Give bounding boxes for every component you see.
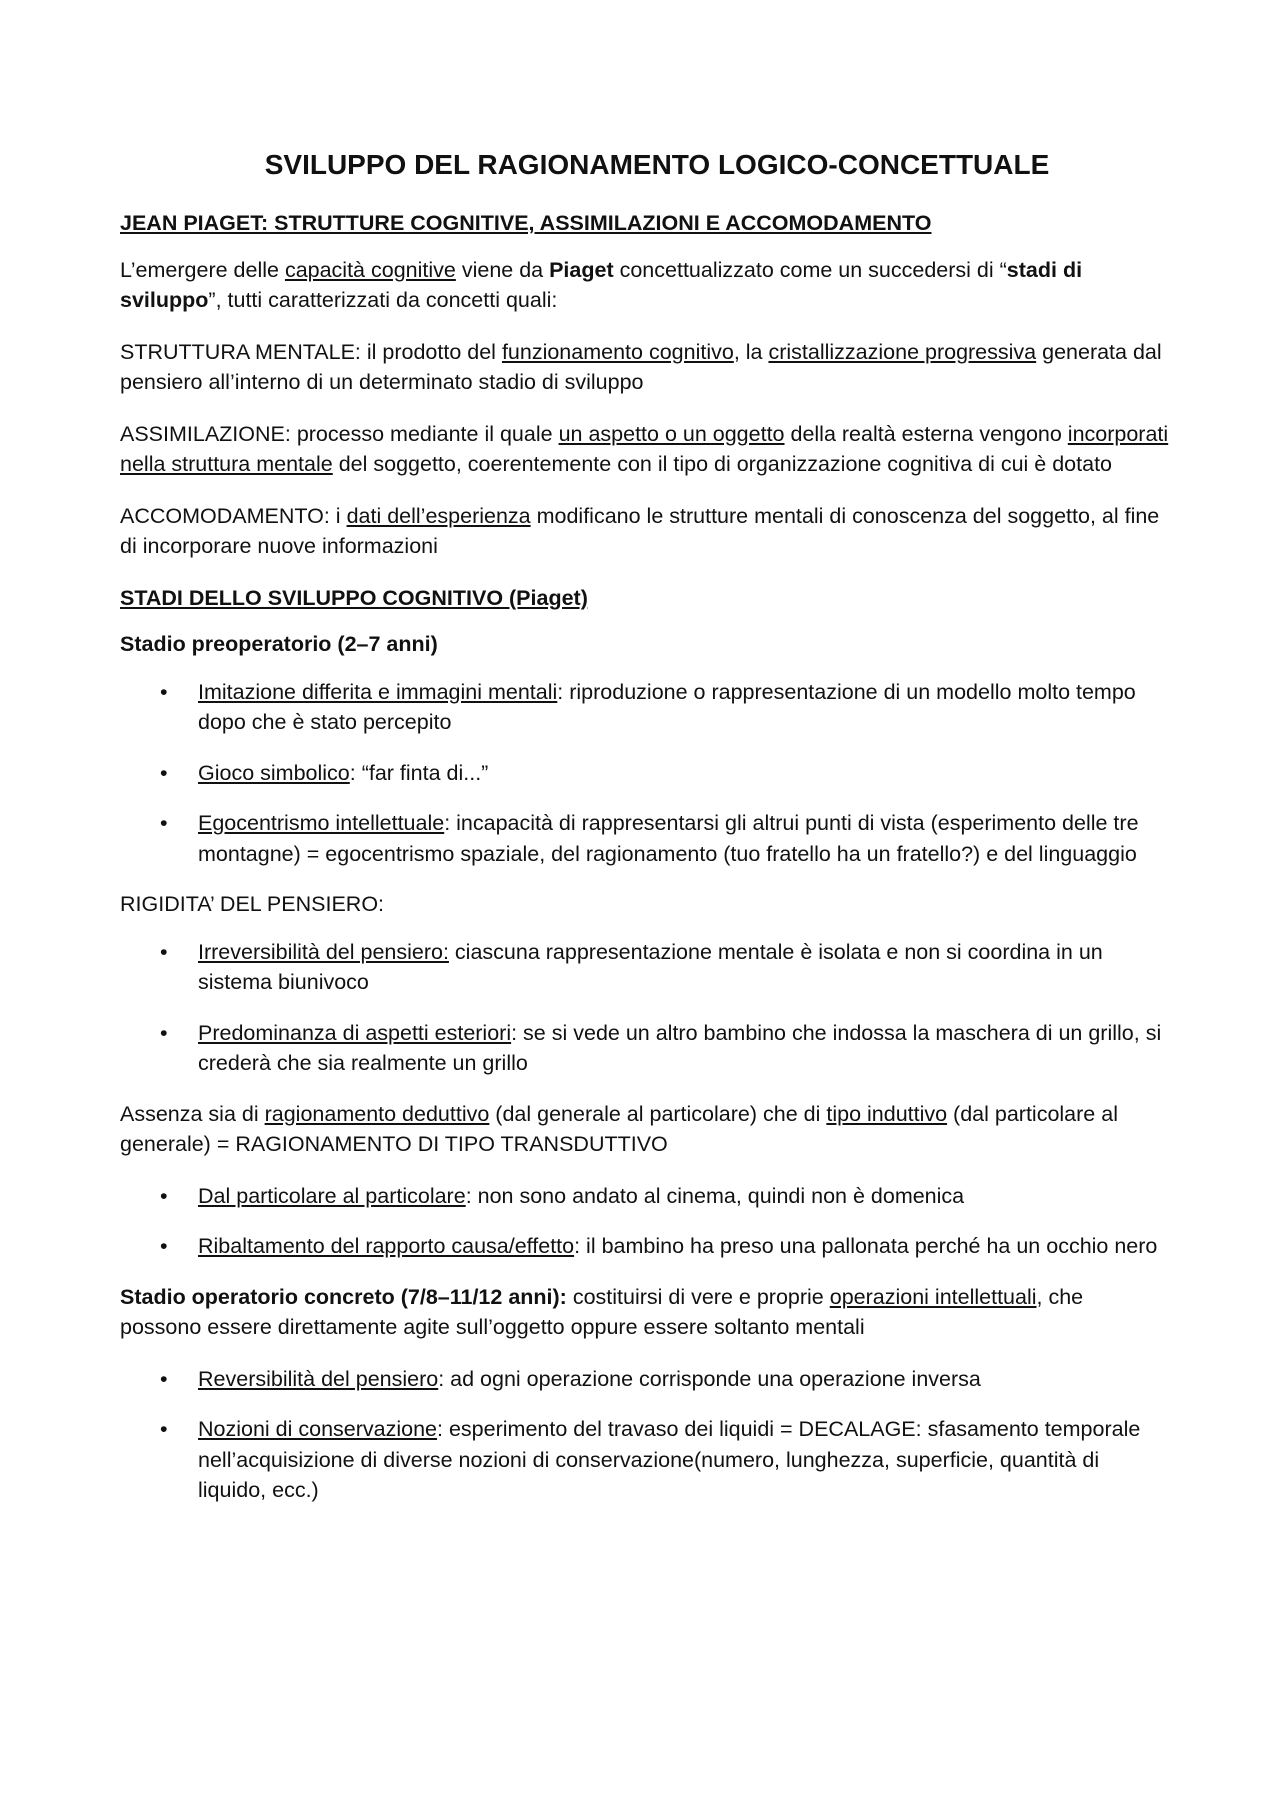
rigidita-list (120, 937, 1170, 1079)
transduttivo-list (120, 1181, 1170, 1262)
page-title: SVILUPPO DEL RAGIONAMENTO LOGICO-CONCETTUALE (264, 149, 1050, 180)
list-item: • Imitazione differita e immagini mentali: riproduzione o rappresentazione di un modello molto tempo dopo che è stato percepito (120, 677, 1170, 738)
document-page (120, 148, 1170, 1526)
list-item: • Predominanza di aspetti esteriori: se si vede un altro bambino che indossa la maschera di un grillo, si crederà che sia realmente un grillo (120, 1018, 1170, 1079)
concreto-list (120, 1364, 1170, 1506)
intro-paragraph: L’emergere delle capacità cognitive viene da Piaget concettualizzato come un succedersi di “stadi di sviluppo”, tutti caratterizzati da concetti quali: (120, 257, 1083, 312)
list-item: • Gioco simbolico: “far finta di...” (120, 758, 1170, 789)
accomodamento-paragraph: ACCOMODAMENTO: i dati dell’esperienza modificano le strutture mentali di conoscenza del soggetto, al fine di incorporare nuove informazioni (120, 503, 1160, 558)
stadio-preoperatorio-heading: Stadio preoperatorio (2–7 anni) (120, 632, 438, 656)
section-heading-piaget: JEAN PIAGET: STRUTTURE COGNITIVE, ASSIMILAZIONI E ACCOMODAMENTO (120, 211, 932, 235)
bullet-icon: • (160, 760, 168, 785)
bullet-icon: • (160, 1183, 168, 1208)
struttura-paragraph: STRUTTURA MENTALE: il prodotto del funzionamento cognitivo, la cristallizzazione progressiva generata dal pensiero all’interno di un determinato stadio di sviluppo (120, 339, 1162, 394)
assenza-paragraph: Assenza sia di ragionamento deduttivo (dal generale al particolare) che di tipo induttivo (dal particolare al generale) = RAGIONAMENTO DI TIPO TRANSDUTTIVO (120, 1101, 1118, 1156)
list-item: • Egocentrismo intellettuale: incapacità di rappresentarsi gli altrui punti di vista (esperimento delle tre montagne) = egocentrismo spaziale, del ragionamento (tuo fratello ha un fratello?) e del linguaggio (120, 808, 1170, 869)
bullet-icon: • (160, 1234, 168, 1258)
assimilazione-paragraph: ASSIMILAZIONE: processo mediante il quale un aspetto o un oggetto della realtà esterna vengono incorporati nella struttura mentale del soggetto, coerentemente con il tipo di organizzazione cognitiva di cui è dotato (120, 421, 1169, 476)
list-item: • Irreversibilità del pensiero: ciascuna rappresentazione mentale è isolata e non si coordina in un sistema biunivoco (120, 937, 1170, 998)
list-item: • Ribaltamento del rapporto causa/effetto: il bambino ha preso una pallonata perché ha un occhio nero (120, 1231, 1170, 1262)
preoperatorio-list (120, 677, 1170, 870)
list-item: • Nozioni di conservazione: esperimento del travaso dei liquidi = DECALAGE: sfasamento temporale nell’acquisizione di diverse nozioni di conservazione(numero, lunghezza, superficie, quantità di liquido, ecc.) (120, 1414, 1170, 1506)
bullet-icon: • (160, 811, 168, 835)
bullet-icon: • (160, 679, 168, 704)
stadio-concreto-paragraph: Stadio operatorio concreto (7/8–11/12 anni): costituirsi di vere e proprie operazioni intellettuali, che possono essere direttamente agite sull’oggetto oppure essere soltanto mentali (120, 1284, 1084, 1339)
bullet-icon: • (160, 1417, 168, 1441)
bullet-icon: • (160, 1020, 168, 1045)
section-heading-stadi: STADI DELLO SVILUPPO COGNITIVO (Piaget) (120, 585, 588, 610)
list-item: • Dal particolare al particolare: non sono andato al cinema, quindi non è domenica (120, 1181, 1170, 1212)
list-item: • Reversibilità del pensiero: ad ogni operazione corrisponde una operazione inversa (120, 1364, 1170, 1395)
rigidita-heading: RIGIDITA’ DEL PENSIERO: (120, 892, 385, 916)
bullet-icon: • (160, 939, 168, 964)
bullet-icon: • (160, 1366, 168, 1391)
